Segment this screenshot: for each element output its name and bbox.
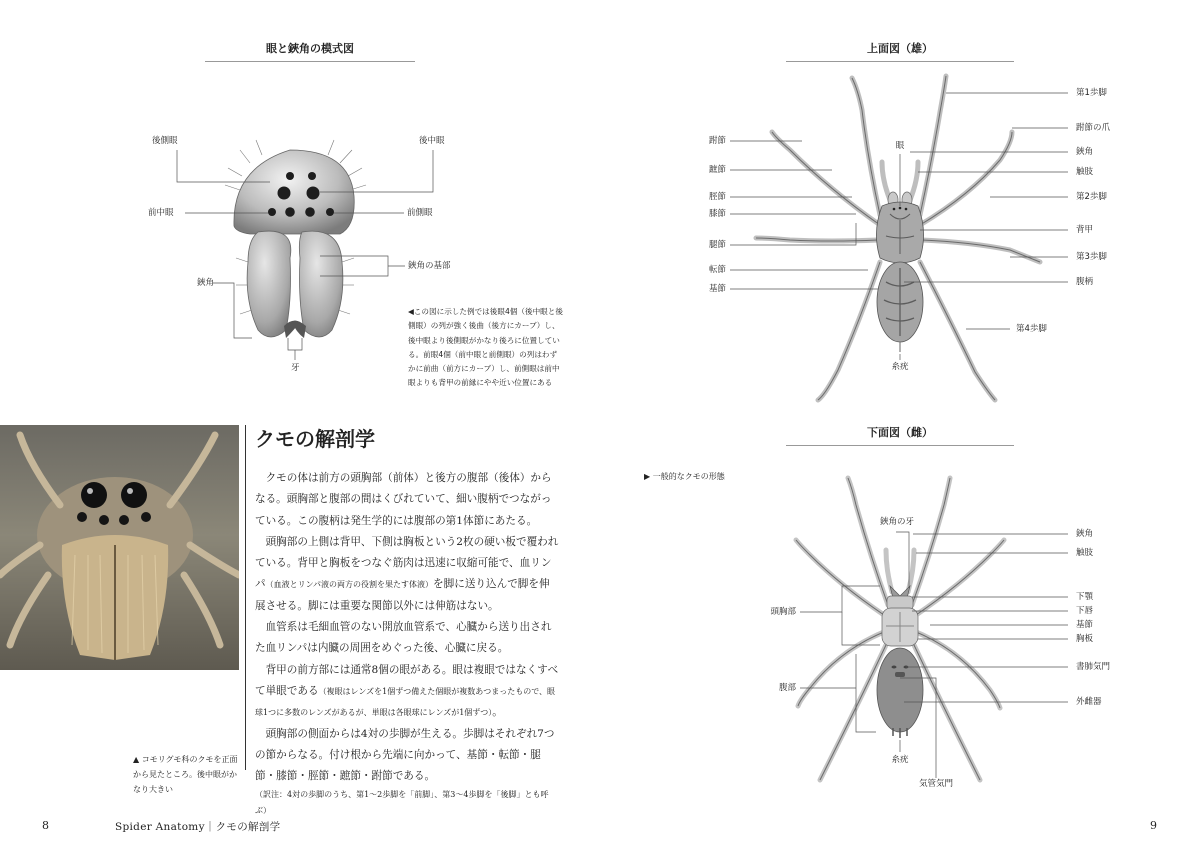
label-rear-median-eye: 後中眼: [419, 136, 445, 146]
running-head: Spider Anatomy｜クモの解剖学: [115, 821, 281, 833]
label-cephalothorax: 頭胸部: [770, 607, 796, 617]
label-tarsal-claw: 跗節の爪: [1076, 123, 1111, 133]
label-bottom-chelicera: 鋏角: [1076, 529, 1094, 539]
label-tracheal-spiracle: 気管気門: [918, 779, 953, 789]
bottom-view-title: 下面図（雌）: [786, 424, 1014, 446]
article-paragraph-5: 頭胸部の側面からは4対の歩脚が生える。歩脚はそれぞれ7つの節からなる。付け根から先端に向かって、基節・転節・腿節・膝節・脛節・蹠節・跗節である。: [255, 727, 555, 783]
label-leg-3: 第3歩脚: [1076, 252, 1107, 262]
label-chelicera-base: 鋏角の基部: [408, 261, 451, 271]
label-rear-lateral-eye: 後側眼: [152, 136, 178, 146]
label-epigyne: 外雌器: [1076, 697, 1102, 707]
label-bottom-pedipalp: 触肢: [1076, 548, 1094, 558]
label-bottom-coxa: 基節: [1076, 620, 1094, 630]
eye-diagram-note: ◀この図に示した例では後眼4個（後中眼と後側眼）の列が強く後曲（後方にカーブ）し、後中眼より後側眼がかなり後ろに位置している。前眼4個（前中眼と前側眼）の列はわずかに前曲（前方にカーブ）し、前側眼は前中眼よりも背甲の前縁にやや近い位置にある: [408, 307, 563, 388]
label-bottom-spinneret: 糸疣: [891, 755, 909, 765]
label-eye: 眼: [895, 141, 905, 151]
article-paragraph-4: 背甲の前方部には通常8個の眼がある。眼は複眼ではなくすべて単眼である（複眼はレンズを1個ずつ備えた個眼が複数あつまったもので、眼球1つに多数のレンズがあるが、単眼は各眼球にレンズが1個ずつ）。: [255, 663, 559, 719]
label-femur: 腿節: [708, 240, 726, 250]
label-chelicera: 鋏角: [197, 278, 215, 288]
wolf-spider-photo: [0, 425, 239, 670]
label-labium: 下唇: [1076, 606, 1094, 616]
article-paragraph-2: 頭胸部の上側は背甲、下側は胸板という2枚の硬い板で覆われている。背甲と胸板をつなぐ筋肉は迅速に収縮可能で、血リンパ（血液とリンパ液の両方の役割を果たす体液）を脚に送り込んで脚を伸展させる。脚には重要な関節以外には伸筋はない。: [255, 535, 559, 612]
article-paragraph-3: 血管系は毛細血管のない開放血管系で、心臓から送り出された血リンパは内臓の周囲をめぐった後、心臓に戻る。: [255, 621, 552, 655]
label-book-lung-spiracle: 書肺気門: [1076, 662, 1111, 672]
eye-diagram-title: 眼と鋏角の模式図: [205, 40, 415, 62]
label-pedicel: 腹柄: [1076, 277, 1094, 287]
label-coxa: 基節: [708, 284, 726, 294]
general-form-caption: ▶ 一般的なクモの形態: [644, 472, 725, 481]
label-patella: 膝節: [708, 209, 726, 219]
label-leg-4: 第4歩脚: [1016, 324, 1047, 334]
article-title: クモの解剖学: [255, 427, 375, 451]
label-abdomen: 腹部: [778, 683, 796, 693]
label-tibia: 脛節: [708, 192, 726, 202]
label-leg-1: 第1歩脚: [1076, 88, 1107, 98]
label-carapace: 背甲: [1076, 225, 1094, 235]
top-view-title: 上面図（雄）: [786, 40, 1014, 62]
label-tarsus: 跗節: [708, 136, 726, 146]
label-fang: 牙: [291, 363, 300, 373]
label-top-spinneret: 糸疣: [891, 362, 909, 372]
page-number-left: 8: [42, 819, 49, 832]
article-paragraph-1: クモの体は前方の頭胸部（前体）と後方の腹部（後体）からなる。頭胸部と腹部の間はくびれていて、細い腹柄でつながっている。この腹柄は発生学的には腹部の第1体節にあたる。: [255, 472, 552, 527]
photo-caption: ▲ コモリグモ科のクモを正面から見たところ。後中眼がかなり大きい: [133, 755, 238, 794]
label-maxilla: 下顎: [1076, 592, 1094, 602]
label-front-lateral-eye: 前側眼: [407, 208, 433, 218]
label-sternum: 胸板: [1076, 634, 1094, 644]
label-trochanter: 転節: [708, 265, 726, 275]
article-body: [255, 468, 560, 819]
label-front-median-eye: 前中眼: [148, 208, 174, 218]
page-number-right: 9: [1150, 819, 1157, 832]
label-chelicera-fang: 鋏角の牙: [879, 517, 914, 527]
article-rule: [245, 425, 246, 770]
label-pedipalp: 触肢: [1076, 167, 1094, 177]
article-note: （訳注：4対の歩脚のうち、第1〜2歩脚を「前脚」、第3〜4歩脚を「後脚」とも呼ぶ）: [255, 790, 549, 816]
label-top-chelicera: 鋏角: [1076, 147, 1094, 157]
label-leg-2: 第2歩脚: [1076, 192, 1107, 202]
label-metatarsus: 蹠節: [708, 165, 726, 175]
